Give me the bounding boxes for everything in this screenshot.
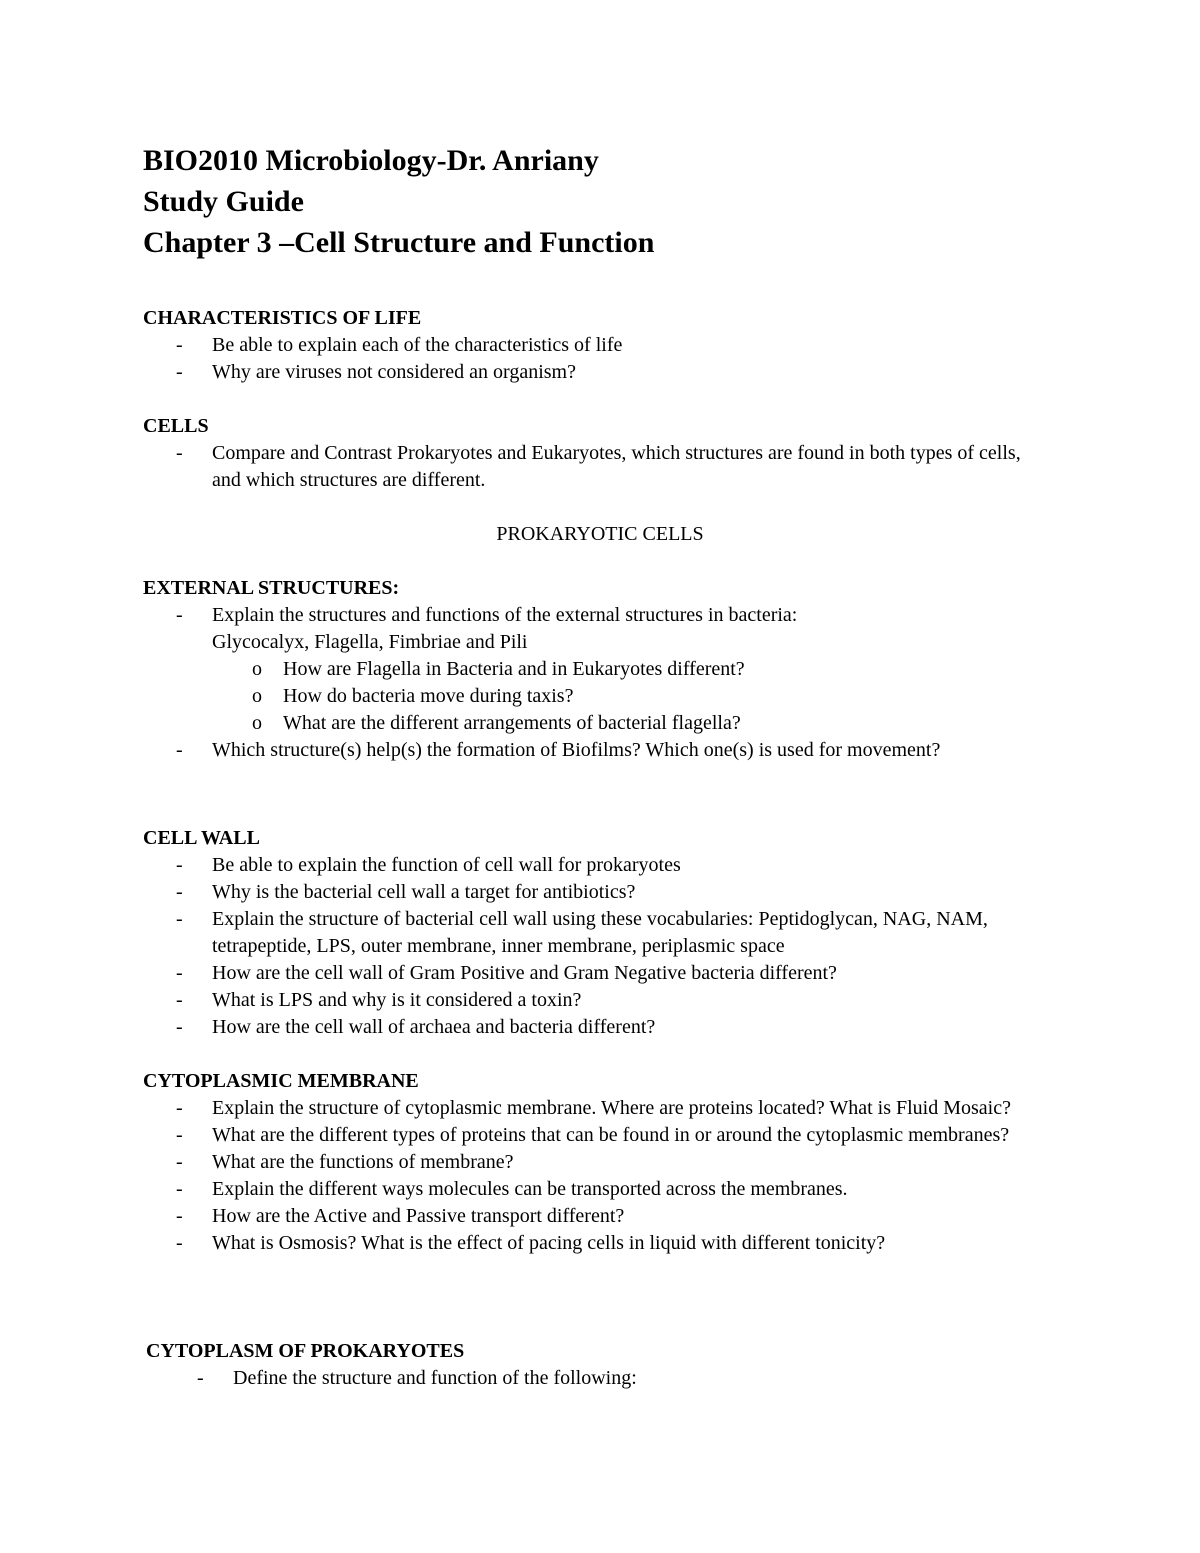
list-item: - Compare and Contrast Prokaryotes and Eukaryotes, which structures are found in both types of cells, and which structures are different. <box>143 440 1043 494</box>
list-item: - How are the cell wall of Gram Positive and Gram Negative bacteria different? <box>143 960 1043 987</box>
sub-list-item: o What are the different arrangements of bacterial flagella? <box>212 710 1043 737</box>
list-item: - Explain the structure of cytoplasmic membrane. Where are proteins located? What is Fluid Mosaic? <box>143 1095 1043 1122</box>
bullet-list <box>164 1365 1046 1392</box>
prokaryotic-heading: PROKARYOTIC CELLS <box>496 523 704 545</box>
section-heading: CYTOPLASMIC MEMBRANE <box>143 1070 419 1092</box>
section-heading: CHARACTERISTICS OF LIFE <box>143 307 422 329</box>
list-item: - Define the structure and function of the following: <box>164 1365 1046 1392</box>
guide-title: Study Guide <box>143 185 304 218</box>
list-item: - Why is the bacterial cell wall a target for antibiotics? <box>143 879 1043 906</box>
section-cytoplasmic-membrane <box>143 1068 1043 1257</box>
section-heading: CELLS <box>143 415 209 437</box>
section-cell-wall <box>143 825 1043 1041</box>
bullet-list <box>143 602 1043 764</box>
bullet-list <box>143 440 1043 494</box>
list-item: - Explain the different ways molecules can be transported across the membranes. <box>143 1176 1043 1203</box>
list-item: - Why are viruses not considered an organism? <box>143 359 1043 386</box>
document-title <box>143 140 654 263</box>
section-heading: CELL WALL <box>143 827 260 849</box>
list-item <box>143 602 1043 737</box>
list-item: - Be able to explain each of the characteristics of life <box>143 332 1043 359</box>
course-title: BIO2010 Microbiology-Dr. Anriany <box>143 144 599 177</box>
section-external-structures <box>143 575 1043 764</box>
bullet-list <box>143 1095 1043 1257</box>
list-item: - What is LPS and why is it considered a toxin? <box>143 987 1043 1014</box>
list-item: - How are the cell wall of archaea and bacteria different? <box>143 1014 1043 1041</box>
list-item-line: Glycocalyx, Flagella, Fimbriae and Pili <box>212 631 528 653</box>
bullet-list <box>143 852 1043 1041</box>
list-item: - What are the functions of membrane? <box>143 1149 1043 1176</box>
section-heading: EXTERNAL STRUCTURES: <box>143 577 400 599</box>
list-item: - What are the different types of proteins that can be found in or around the cytoplasmic membranes? <box>143 1122 1043 1149</box>
chapter-title: Chapter 3 –Cell Structure and Function <box>143 226 655 259</box>
sub-list-item: o How are Flagella in Bacteria and in Eukaryotes different? <box>212 656 1043 683</box>
bullet-list <box>143 332 1043 386</box>
sub-list <box>143 656 1043 737</box>
list-item: - How are the Active and Passive transport different? <box>143 1203 1043 1230</box>
list-item: - Explain the structure of bacterial cell wall using these vocabularies: Peptidoglycan, NAG, NAM, tetrapeptide, LPS, outer membrane, inner membrane, periplasmic space <box>143 906 1043 960</box>
section-cells <box>143 413 1043 494</box>
section-cytoplasm <box>146 1338 1046 1392</box>
list-item: - What is Osmosis? What is the effect of pacing cells in liquid with different tonicity? <box>143 1230 1043 1257</box>
sub-list-item: o How do bacteria move during taxis? <box>212 683 1043 710</box>
list-item: - Which structure(s) help(s) the formation of Biofilms? Which one(s) is used for movement? <box>143 737 1043 764</box>
list-item-line: - Explain the structures and functions of the external structures in bacteria: <box>212 604 798 626</box>
section-heading: CYTOPLASM OF PROKARYOTES <box>146 1340 465 1362</box>
list-item: - Be able to explain the function of cell wall for prokaryotes <box>143 852 1043 879</box>
section-characteristics <box>143 305 1043 386</box>
